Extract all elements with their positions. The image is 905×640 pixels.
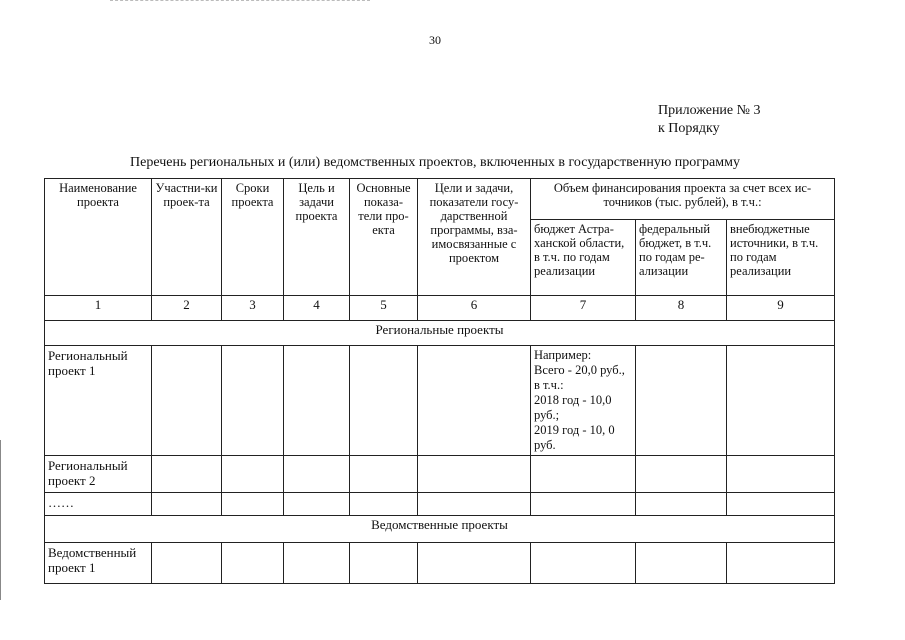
column-number: 9: [727, 296, 835, 321]
empty-cell: [727, 346, 835, 456]
section-departmental-title: Ведомственные проекты: [45, 516, 835, 543]
example-line: Например:: [534, 348, 592, 362]
row-name: Региональный проект 1: [45, 346, 152, 456]
table-row: [45, 456, 835, 493]
empty-cell: [350, 543, 418, 584]
empty-cell: [284, 456, 350, 493]
column-number: 7: [531, 296, 636, 321]
empty-cell: [418, 346, 531, 456]
header-regional-budget: бюджет Астра-ханской области, в т.ч. по годам реализации: [531, 220, 636, 296]
header-federal-budget: федеральный бюджет, в т.ч. по годам ре-ализации: [636, 220, 727, 296]
empty-cell: [418, 456, 531, 493]
document-title: Перечень региональных и (или) ведомственных проектов, включенных в государственную программу: [130, 155, 740, 170]
column-number: 5: [350, 296, 418, 321]
column-number: 6: [418, 296, 531, 321]
appendix-line-2: к Порядку: [658, 121, 720, 136]
header-name: Наименование проекта: [45, 179, 152, 296]
section-regional-row: [45, 321, 835, 346]
empty-cell: [418, 543, 531, 584]
column-number: 8: [636, 296, 727, 321]
empty-cell: [222, 493, 284, 516]
header-financing: Объем финансирования проекта за счет всех ис-точников (тыс. рублей), в т.ч.:: [531, 179, 835, 220]
empty-cell: [727, 456, 835, 493]
example-line: 2019 год - 10, 0 руб.: [534, 423, 615, 452]
header-row-1: [45, 179, 835, 220]
row-name: Ведомственный проект 1: [45, 543, 152, 584]
empty-cell: [152, 346, 222, 456]
empty-cell: [350, 493, 418, 516]
empty-cell: [636, 493, 727, 516]
appendix-label: [658, 102, 761, 138]
empty-cell: [418, 493, 531, 516]
empty-cell: [350, 346, 418, 456]
empty-cell: [152, 493, 222, 516]
column-number: 1: [45, 296, 152, 321]
column-number: 4: [284, 296, 350, 321]
header-goal: Цель и задачи проекта: [284, 179, 350, 296]
table-row: [45, 346, 835, 456]
empty-cell: [222, 456, 284, 493]
section-departmental-row: [45, 516, 835, 543]
example-line: 2018 год - 10,0 руб.;: [534, 393, 612, 422]
section-regional-title: Региональные проекты: [45, 321, 835, 346]
header-program-goals: Цели и задачи, показатели госу-дарственной программы, вза-имосвязанные с проектом: [418, 179, 531, 296]
empty-cell: [727, 543, 835, 584]
empty-cell: [152, 456, 222, 493]
empty-cell: [152, 543, 222, 584]
empty-cell: [222, 543, 284, 584]
scan-edge-mark: [0, 440, 1, 600]
empty-cell: [531, 456, 636, 493]
empty-cell: [531, 493, 636, 516]
empty-cell: [350, 456, 418, 493]
empty-cell: [222, 346, 284, 456]
appendix-line-1: Приложение № 3: [658, 103, 761, 118]
column-number: 2: [152, 296, 222, 321]
column-number: 3: [222, 296, 284, 321]
projects-table: [44, 178, 835, 584]
row-name: Региональный проект 2: [45, 456, 152, 493]
empty-cell: [636, 346, 727, 456]
page-number: 30: [429, 33, 441, 47]
empty-cell: [284, 493, 350, 516]
row-dots: ……: [45, 493, 152, 516]
example-line: Всего - 20,0 руб., в т.ч.:: [534, 363, 625, 392]
empty-cell: [284, 346, 350, 456]
table-row: [45, 543, 835, 584]
scan-artifact: [110, 0, 370, 5]
header-extrabudgetary: внебюджетные источники, в т.ч. по годам реализации: [727, 220, 835, 296]
empty-cell: [531, 543, 636, 584]
financing-example: [531, 346, 636, 456]
empty-cell: [636, 456, 727, 493]
column-numbers-row: [45, 296, 835, 321]
empty-cell: [636, 543, 727, 584]
empty-cell: [284, 543, 350, 584]
empty-cell: [727, 493, 835, 516]
header-participants: Участни-ки проек-та: [152, 179, 222, 296]
header-terms: Сроки проекта: [222, 179, 284, 296]
header-indicators: Основные показа-тели про-екта: [350, 179, 418, 296]
table-row: [45, 493, 835, 516]
